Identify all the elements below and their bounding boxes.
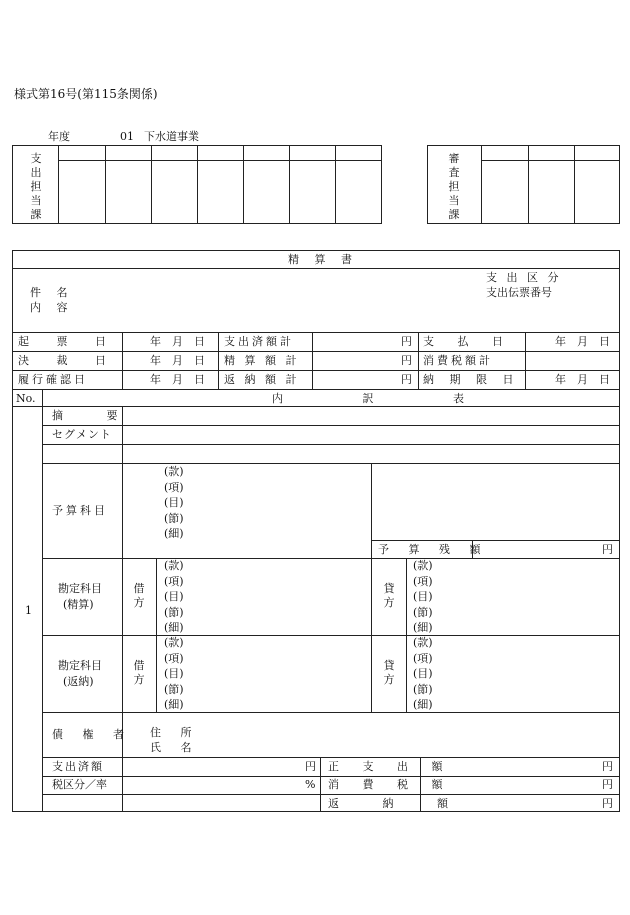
yen-unit: 円 [602,778,613,791]
subject-label: 件 名 [30,286,74,299]
name-label: 氏 名 [150,741,200,754]
debit-label: 借方 [133,659,145,686]
paid-amount-label: 支出済額 [52,760,104,773]
credit-label: 貸方 [383,582,395,609]
consumption-tax-label: 消 費 税 額 [328,778,453,791]
drafted-label: 起 票 日 [18,335,118,348]
account-refund-label: 勘定科目 [58,659,102,672]
credit-levels: (款) (項) (目) (節) (細) [413,636,433,712]
credit-levels: (款) (項) (目) (節) (細) [413,559,433,635]
yen-unit: 円 [401,354,412,367]
account-refund-sub: (返納) [63,675,94,688]
debit-levels: (款) (項) (目) (節) (細) [164,559,184,635]
yen-unit: 円 [602,543,613,556]
form-heading: 精 算 書 [288,253,358,266]
tax-rate-label: 税区分／率 [52,778,107,791]
due-date: 年 月 日 [555,373,610,386]
percent-unit: % [305,778,316,791]
form-title: 様式第16号(第115条関係) [14,87,158,101]
segment-label: セグメント [52,428,112,441]
debit-label: 借方 [133,582,145,609]
creditor-label: 債 権 者 [52,728,132,741]
credit-label: 貸方 [383,659,395,686]
budget-levels: (款) (項) (目) (節) (細) [164,465,184,541]
budget-item-label: 予算科目 [52,504,108,517]
decided-date: 年 月 日 [150,354,205,367]
confirmed-label: 履行確認日 [18,373,88,386]
yen-unit: 円 [401,335,412,348]
summary-label: 摘 要 [52,409,138,422]
business-code: 01 [120,130,134,143]
content-label: 内 容 [30,301,74,314]
due-date-label: 納 期 限 日 [423,373,520,386]
tax-total-label: 消費税額計 [423,354,493,367]
yen-unit: 円 [602,797,613,810]
yen-unit: 円 [602,760,613,773]
payment-date-label: 支 払 日 [423,335,513,348]
debit-levels: (款) (項) (目) (節) (細) [164,636,184,712]
settle-total-label: 精 算 額 計 [224,354,300,367]
budget-balance-label: 予 算 残 額 [378,543,489,556]
row-number: 1 [25,604,32,617]
department-label: 支出担当課 [30,152,42,221]
account-settle-label: 勘定科目 [58,582,102,595]
net-amount-label: 正 支 出 額 [328,760,453,773]
category-label: 支 出 区 分 [486,271,562,284]
confirmed-date: 年 月 日 [150,373,205,386]
yen-unit: 円 [401,373,412,386]
slip-number-label: 支出伝票番号 [486,286,552,299]
paid-total-label: 支出済額計 [224,335,294,348]
year-label: 年度 [48,130,70,143]
decided-label: 決 裁 日 [18,354,118,367]
refund-amount-label: 返 納 額 [328,797,468,810]
audit-label: 審査担当課 [448,152,460,221]
business-name: 下水道事業 [144,130,199,143]
payment-date: 年 月 日 [555,335,610,348]
refund-total-label: 返 納 額 計 [224,373,300,386]
detail-header: 内 訳 表 [272,392,502,405]
no-label: No. [16,392,36,405]
account-settle-sub: (精算) [63,598,94,611]
yen-unit: 円 [305,760,316,773]
address-label: 住 所 [150,726,200,739]
drafted-date: 年 月 日 [150,335,205,348]
